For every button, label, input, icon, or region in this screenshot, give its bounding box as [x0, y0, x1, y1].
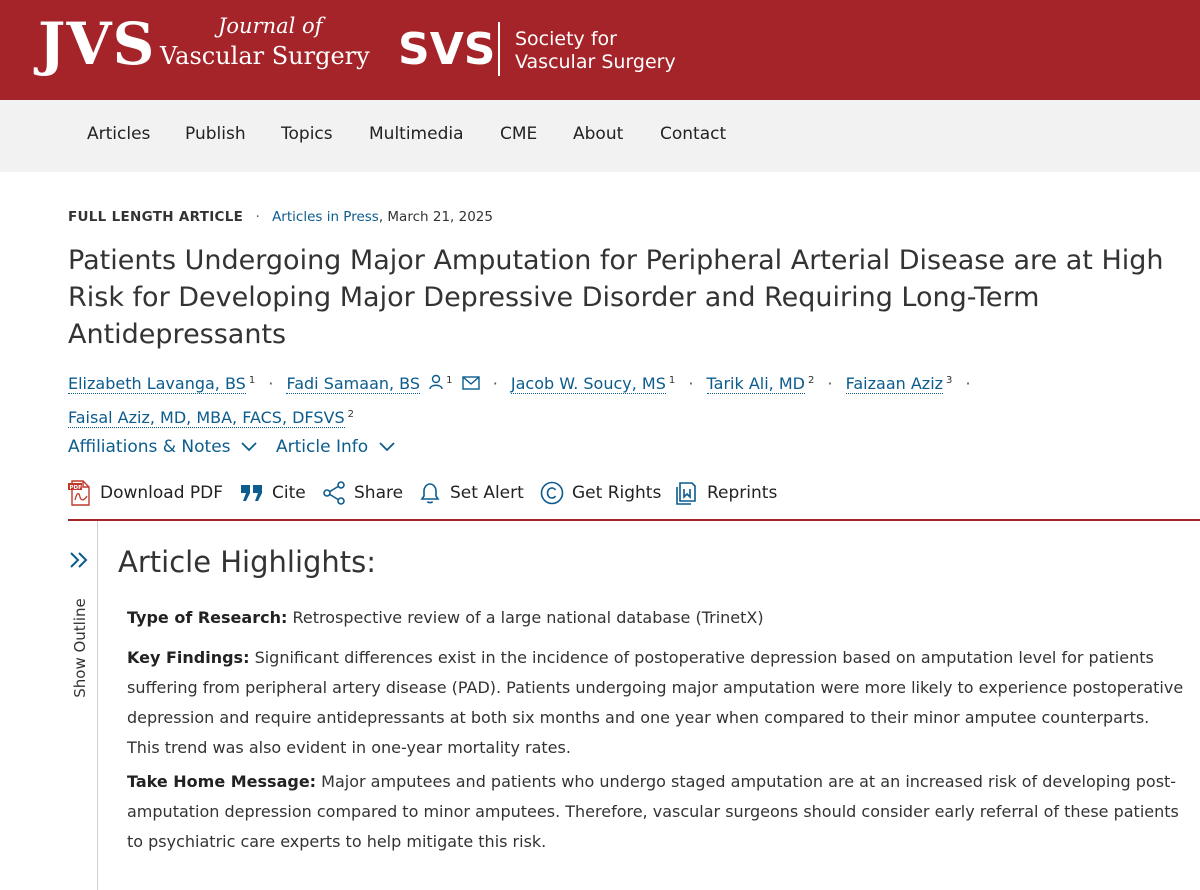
download-pdf-label: Download PDF [100, 483, 224, 503]
chevron-down-icon [240, 441, 258, 453]
copyright-icon [540, 481, 564, 505]
author-link[interactable]: Elizabeth Lavanga, BS [68, 374, 246, 394]
nav-about[interactable]: About [573, 124, 624, 144]
set-alert-button[interactable] [418, 478, 524, 508]
article-info-label: Article Info [276, 437, 369, 457]
svs-name-line2: Vascular Surgery [515, 51, 676, 73]
reprints-icon [675, 481, 699, 505]
bell-icon [418, 481, 442, 505]
nav-multimedia[interactable]: Multimedia [369, 124, 464, 144]
author-separator: · [965, 374, 971, 394]
highlight-label: Key Findings: [127, 648, 250, 667]
affiliations-toggle[interactable] [68, 437, 258, 457]
author-separator: · [492, 374, 498, 394]
author-link[interactable]: Fadi Samaan, BS [286, 374, 421, 394]
show-outline-label: Show Outline [71, 598, 89, 698]
show-outline-toggle[interactable] [68, 521, 98, 890]
highlight-take-home [127, 767, 1187, 857]
svs-logo-name[interactable] [515, 28, 695, 74]
author-affiliation: 2 [347, 408, 354, 420]
article-toolbar [68, 478, 828, 508]
jvs-logo[interactable]: JVS [38, 10, 156, 78]
highlight-label: Type of Research: [127, 608, 288, 627]
pdf-icon [68, 480, 92, 506]
author-affiliation: 1 [668, 375, 676, 386]
highlight-text: Significant differences exist in the incidence of postoperative depression based on amputation level for patients suffering from peripheral artery disease (PAD). Patients undergoing major amputation were more likely to experience postoperative depression and require antidepressants at both six months and one year when compared to their minor amputee counterparts. This trend was also evident in one-year mortality rates. [127, 648, 1184, 757]
author-separator: · [827, 374, 833, 394]
author-affiliation: 2 [807, 375, 815, 386]
site-header [0, 0, 1200, 100]
main-nav [0, 100, 1200, 172]
article-info-toggle[interactable] [276, 437, 396, 457]
svs-logo[interactable]: SVS [398, 24, 496, 75]
nav-publish[interactable]: Publish [185, 124, 246, 144]
highlights-heading: Article Highlights: [118, 545, 377, 579]
author-affiliation: 1 [248, 375, 256, 386]
author-list [68, 366, 1178, 433]
cite-label: Cite [272, 483, 306, 503]
author-link[interactable]: Tarik Ali, MD [706, 374, 805, 394]
articles-in-press-link[interactable]: Articles in Press [272, 209, 379, 225]
get-rights-button[interactable] [540, 478, 661, 508]
pdf-badge-text: PDF [69, 485, 82, 491]
share-icon [322, 481, 346, 505]
highlight-text: Major amputees and patients who undergo staged amputation are at an increased risk of developing post-amputation depression compared to minor amputees. Therefore, vascular surgeons should consider early referral of these patients to psychiatric care experts to help mitigate this risk. [127, 772, 1179, 851]
section-divider [68, 519, 1200, 521]
meta-separator: · [255, 209, 260, 225]
nav-topics[interactable]: Topics [281, 124, 333, 144]
article-meta [68, 209, 493, 225]
chevron-down-icon [378, 441, 396, 453]
highlight-key-findings [127, 643, 1187, 763]
person-icon[interactable] [429, 370, 443, 400]
author-link[interactable]: Faizaan Aziz [845, 374, 944, 394]
author-affiliation: 3 [946, 375, 953, 386]
article-title: Patients Undergoing Major Amputation for Peripheral Arterial Disease are at High Risk for Developing Major Depressive Disorder and Requiring Long-Term Antidepressants [68, 245, 1164, 350]
cite-button[interactable] [240, 478, 306, 508]
article-type: FULL LENGTH ARTICLE [68, 209, 244, 225]
quote-icon [240, 483, 264, 503]
download-pdf-button[interactable] [68, 478, 223, 508]
author-separator: · [688, 374, 694, 394]
svs-name-line1: Society for [515, 28, 617, 50]
reprints-button[interactable] [675, 478, 777, 508]
jvs-logo-line1[interactable]: Journal of [218, 14, 323, 38]
nav-articles[interactable]: Articles [87, 124, 151, 144]
highlight-text: Retrospective review of a large national database (TrinetX) [287, 608, 764, 627]
share-label: Share [354, 483, 404, 503]
double-chevron-right-icon [68, 549, 90, 571]
author-separator: · [268, 374, 274, 394]
email-icon[interactable] [462, 370, 480, 400]
nav-cme[interactable]: CME [500, 124, 538, 144]
affiliations-label: Affiliations & Notes [68, 437, 231, 457]
highlight-type-of-research [127, 603, 1187, 633]
article-date: , March 21, 2025 [378, 209, 493, 225]
jvs-logo-line2[interactable]: Vascular Surgery [160, 42, 370, 70]
get-rights-label: Get Rights [572, 483, 662, 503]
author-link[interactable]: Faisal Aziz, MD, MBA, FACS, DFSVS [68, 408, 345, 428]
logo-divider [498, 22, 500, 76]
set-alert-label: Set Alert [450, 483, 524, 503]
highlight-label: Take Home Message: [127, 772, 317, 791]
nav-contact[interactable]: Contact [660, 124, 727, 144]
share-button[interactable] [322, 478, 403, 508]
author-affiliation: 1 [446, 375, 453, 386]
reprints-label: Reprints [707, 483, 778, 503]
author-link[interactable]: Jacob W. Soucy, MS [510, 374, 666, 394]
